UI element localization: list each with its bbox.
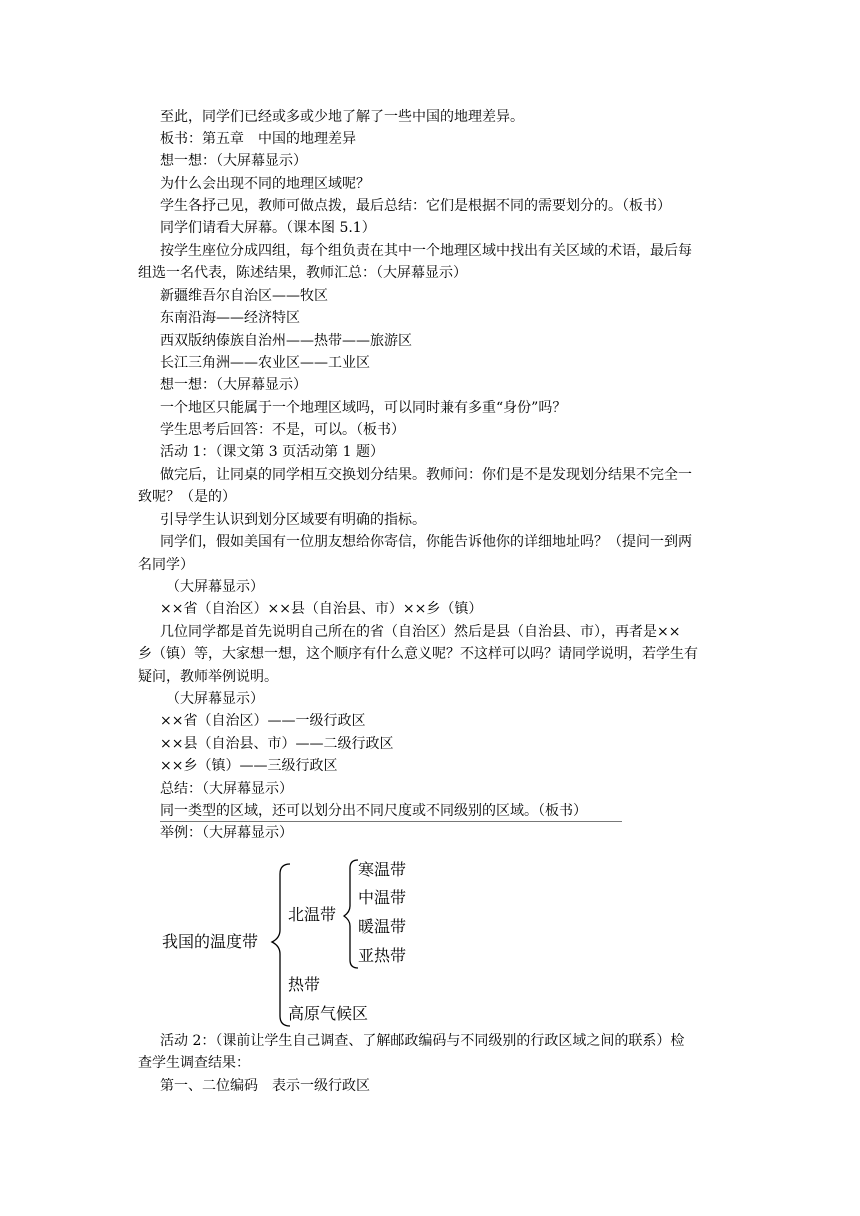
paragraph: ××乡（镇）——三级行政区 xyxy=(160,758,338,774)
diagram-root-label: 我国的温度带 xyxy=(162,932,259,951)
paragraph: 组选一名代表，陈述结果，教师汇总：（大屏幕显示） xyxy=(138,265,467,281)
diagram-branch-label: 北温带 xyxy=(288,905,337,924)
paragraph: 长江三角洲——农业区——工业区 xyxy=(160,355,370,371)
paragraph: ××县（自治县、市）——二级行政区 xyxy=(160,736,394,752)
paragraph: 总结：（大屏幕显示） xyxy=(160,781,293,797)
paragraph: 引导学生认识到划分区域要有明确的指标。 xyxy=(160,512,426,528)
paragraph: 几位同学都是首先说明自己所在的省（自治区）然后是县（自治县、市），再者是×× xyxy=(160,624,681,640)
diagram-sub-item: 寒温带 xyxy=(358,860,407,879)
inner-brace xyxy=(344,860,358,968)
paragraph: 至此，同学们已经或多或少地了解了一些中国的地理差异。 xyxy=(160,109,524,125)
paragraph: 查学生调查结果： xyxy=(138,1055,250,1071)
paragraph: 举例：（大屏幕显示） xyxy=(160,825,293,841)
diagram-other-item: 高原气候区 xyxy=(288,1004,369,1023)
paragraph: 东南沿海——经济特区 xyxy=(160,310,300,326)
paragraph: 同一类型的区域，还可以划分出不同尺度或不同级别的区域。（板书） xyxy=(160,803,587,819)
paragraph: （大屏幕显示） xyxy=(166,579,264,595)
paragraph: 活动 2：（课前让学生自己调查、了解邮政编码与不同级别的行政区域之间的联系）检 xyxy=(160,1033,685,1049)
diagram-sub-item: 中温带 xyxy=(358,888,407,907)
paragraph: 第一、二位编码 表示一级行政区 xyxy=(160,1078,370,1094)
paragraph: 活动 1：（课文第 3 页活动第 1 题） xyxy=(160,444,384,460)
paragraph: 做完后，让同桌的同学相互交换划分结果。教师问：你们是不是发现划分结果不完全一 xyxy=(160,467,692,483)
paragraph: 名同学） xyxy=(138,557,194,573)
diagram-other-item: 热带 xyxy=(288,975,321,994)
temperature-zone-diagram xyxy=(150,858,440,1028)
diagram-sub-item: 亚热带 xyxy=(358,946,407,965)
paragraph: （大屏幕显示） xyxy=(166,691,264,707)
paragraph: 疑问，教师举例说明。 xyxy=(138,669,278,685)
paragraph: 新疆维吾尔自治区——牧区 xyxy=(160,288,328,304)
paragraph: 学生思考后回答：不是，可以。（板书） xyxy=(160,422,405,438)
paragraph: 为什么会出现不同的地理区域呢？ xyxy=(160,176,370,192)
paragraph: 想一想：（大屏幕显示） xyxy=(160,153,307,169)
paragraph: 乡（镇）等，大家想一想，这个顺序有什么意义呢？不这样可以吗？请同学说明，若学生有 xyxy=(138,646,698,662)
paragraph: 按学生座位分成四组，每个组负责在其中一个地理区域中找出有关区域的术语，最后每 xyxy=(160,243,692,259)
paragraph: ××省（自治区）××县（自治县、市）××乡（镇） xyxy=(160,601,483,617)
outer-brace xyxy=(272,864,290,1026)
paragraph: 西双版纳傣族自治州——热带——旅游区 xyxy=(160,333,412,349)
paragraph: 一个地区只能属于一个地理区域吗，可以同时兼有多重“身份”吗？ xyxy=(160,400,567,416)
paragraph: 想一想：（大屏幕显示） xyxy=(160,377,307,393)
paragraph: 致呢？（是的） xyxy=(138,489,236,505)
diagram-sub-item: 暖温带 xyxy=(358,917,407,936)
paragraph: 板书：第五章 中国的地理差异 xyxy=(160,131,356,147)
paragraph: 同学们请看大屏幕。（课本图 5.1） xyxy=(160,220,376,236)
paragraph: ××省（自治区）——一级行政区 xyxy=(160,713,366,729)
paragraph: 同学们，假如美国有一位朋友想给你寄信，你能告诉他你的详细地址吗？（提问一到两 xyxy=(160,534,692,550)
paragraph: 学生各抒己见，教师可做点拨，最后总结：它们是根据不同的需要划分的。（板书） xyxy=(160,198,671,214)
